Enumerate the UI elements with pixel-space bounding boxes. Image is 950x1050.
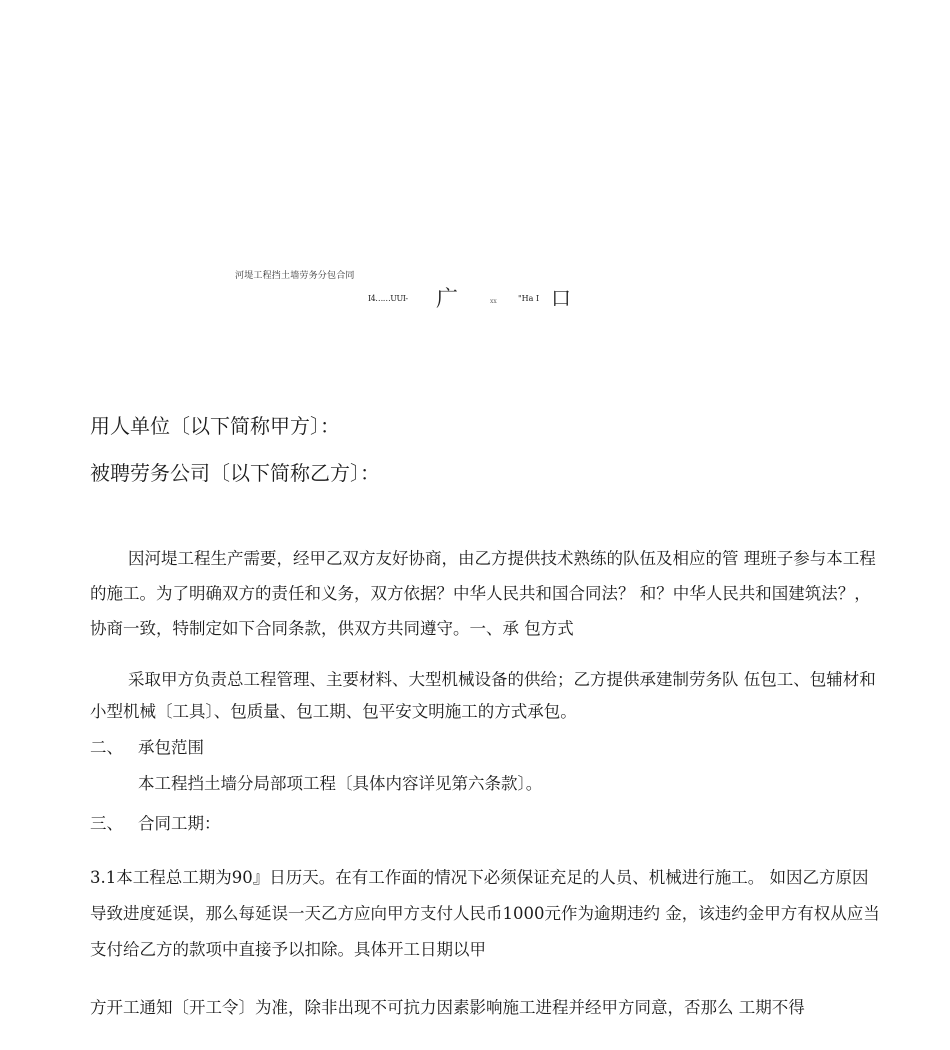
garbled-title-artifact [368, 280, 608, 310]
garbled-fragment: 口 [551, 286, 571, 310]
scope-text: 本工程挡土墙分局部项工程〔具体内容详见第六条款〕。 [138, 774, 543, 793]
contract-mode-text: 采取甲方负责总工程管理、主要材料、大型机械设备的供给；乙方提供承建制劳务队 伍包工、包辅材和小型机械〔工具〕、包质量、包工期、包平安文明施工的方式承包。 [90, 670, 876, 721]
garbled-fragment: xx [490, 298, 497, 305]
document-header-title: 河堤工程挡土墙劳务分包合同 [235, 271, 355, 281]
garbled-fragment: I4……UUI- [368, 294, 408, 303]
section-number: 三、 [90, 814, 123, 833]
section-number: 二、 [90, 738, 123, 757]
intro-text: 因河堤工程生产需要，经甲乙双方友好协商，由乙方提供技术熟练的队伍及相应的管 理班子参与本工程的施工。为了明确双方的责任和义务，双方依据？中华人民共和国合同法？ 和？中华人民共和国建筑法？，协商一致，特制定如下合同条款，供双方共同遵守。一、承 包方式 [90, 549, 876, 638]
continuation-paragraph: 方开工通知〔开工令〕为准，除非出现不可抗力因素影响施工进程并经甲方同意，否那么 工期不得 [90, 998, 805, 1017]
party-b-line: 被聘劳务公司〔以下简称乙方〕： [90, 461, 380, 485]
clause-3-1-paragraph: 3.1本工程总工期为90』日历天。在有工作面的情况下必须保证充足的人员、机械进行施工。 如因乙方原因导致进度延误，那么每延误一天乙方应向甲方支付人民币1000元作为逾期违约 金，该违约金甲方有权从应当支付给乙方的款项中直接予以扣除。具体开工日期以甲 [90, 868, 880, 959]
section-title: 合同工期： [138, 814, 221, 833]
section-heading-term [90, 810, 221, 834]
intro-paragraph [90, 541, 880, 646]
section-title: 承包范围 [138, 738, 204, 757]
garbled-fragment: "Ha I [518, 294, 540, 303]
garbled-fragment: 广 [436, 287, 459, 312]
party-a-line: 用人单位〔以下简称甲方〕： [90, 414, 340, 438]
section-heading-scope [90, 734, 204, 758]
contract-mode-paragraph [90, 664, 880, 728]
